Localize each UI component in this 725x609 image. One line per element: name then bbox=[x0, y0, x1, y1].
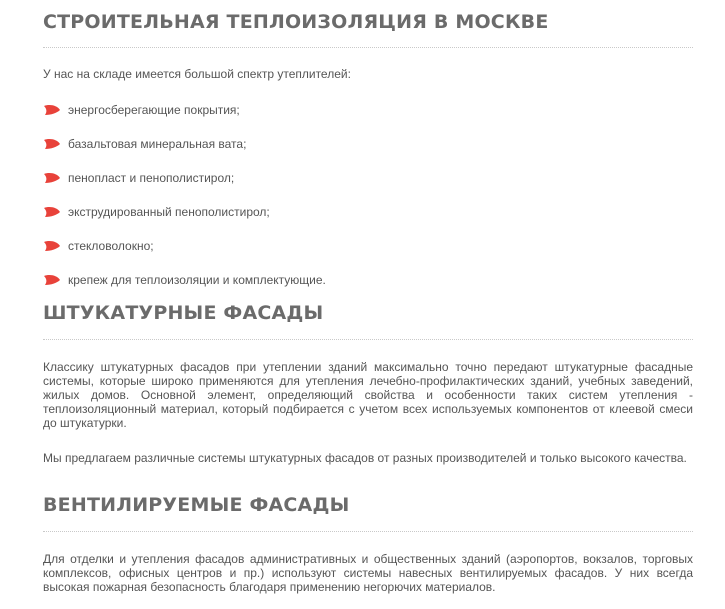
red-leaf-bullet-icon bbox=[43, 274, 61, 286]
red-leaf-bullet-icon bbox=[43, 138, 61, 150]
paragraph: Классику штукатурных фасадов при утеплении зданий максимально точно передают штукатурные фасадные системы, которые широко применяются для утепления лечебно-профилактических зданий, учебных заведений, жилых домов. Основной элемент, определяющий свойства и особенности таких систем утепления - теплоизоляционный материал, который подбирается с учетом всех используемых компонентов от клеевой смеси до штукатурки. bbox=[43, 360, 693, 430]
list-item-label: пенопласт и пенополистирол; bbox=[68, 171, 235, 185]
red-leaf-bullet-icon bbox=[43, 172, 61, 184]
section-divider bbox=[43, 47, 693, 48]
list-item bbox=[43, 272, 326, 288]
paragraph: Для отделки и утепления фасадов административных и общественных зданий (аэропортов, вокзалов, торговых комплексов, офисных центров и пр.) используют системы навесных вентилируемых фасадов. У них всегда высокая пожарная безопасность благодаря применению негорючих материалов. bbox=[43, 552, 693, 594]
red-leaf-bullet-icon bbox=[43, 104, 61, 116]
list-item bbox=[43, 204, 270, 220]
list-item-label: крепеж для теплоизоляции и комплектующие. bbox=[68, 273, 326, 287]
intro-text: У нас на складе имеется большой спектр утеплителей: bbox=[43, 67, 351, 81]
red-leaf-bullet-icon bbox=[43, 206, 61, 218]
paragraph: Мы предлагаем различные системы штукатурных фасадов от разных производителей и только высокого качества. bbox=[43, 451, 687, 465]
list-item-label: стекловолокно; bbox=[68, 239, 154, 253]
section-divider bbox=[43, 339, 693, 340]
section-title-plaster-facades: ШТУКАТУРНЫЕ ФАСАДЫ bbox=[43, 302, 324, 324]
list-item bbox=[43, 136, 246, 152]
list-item bbox=[43, 170, 234, 186]
section-title-insulation: СТРОИТЕЛЬНАЯ ТЕПЛОИЗОЛЯЦИЯ В МОСКВЕ bbox=[43, 11, 549, 33]
list-item-label: энергосберегающие покрытия; bbox=[68, 103, 240, 117]
list-item-label: базальтовая минеральная вата; bbox=[68, 137, 247, 151]
list-item bbox=[43, 238, 154, 254]
section-title-ventilated-facades: ВЕНТИЛИРУЕМЫЕ ФАСАДЫ bbox=[43, 494, 350, 516]
list-item-label: экструдированный пенополистирол; bbox=[68, 205, 270, 219]
red-leaf-bullet-icon bbox=[43, 240, 61, 252]
section-divider bbox=[43, 531, 693, 532]
list-item bbox=[43, 102, 240, 118]
